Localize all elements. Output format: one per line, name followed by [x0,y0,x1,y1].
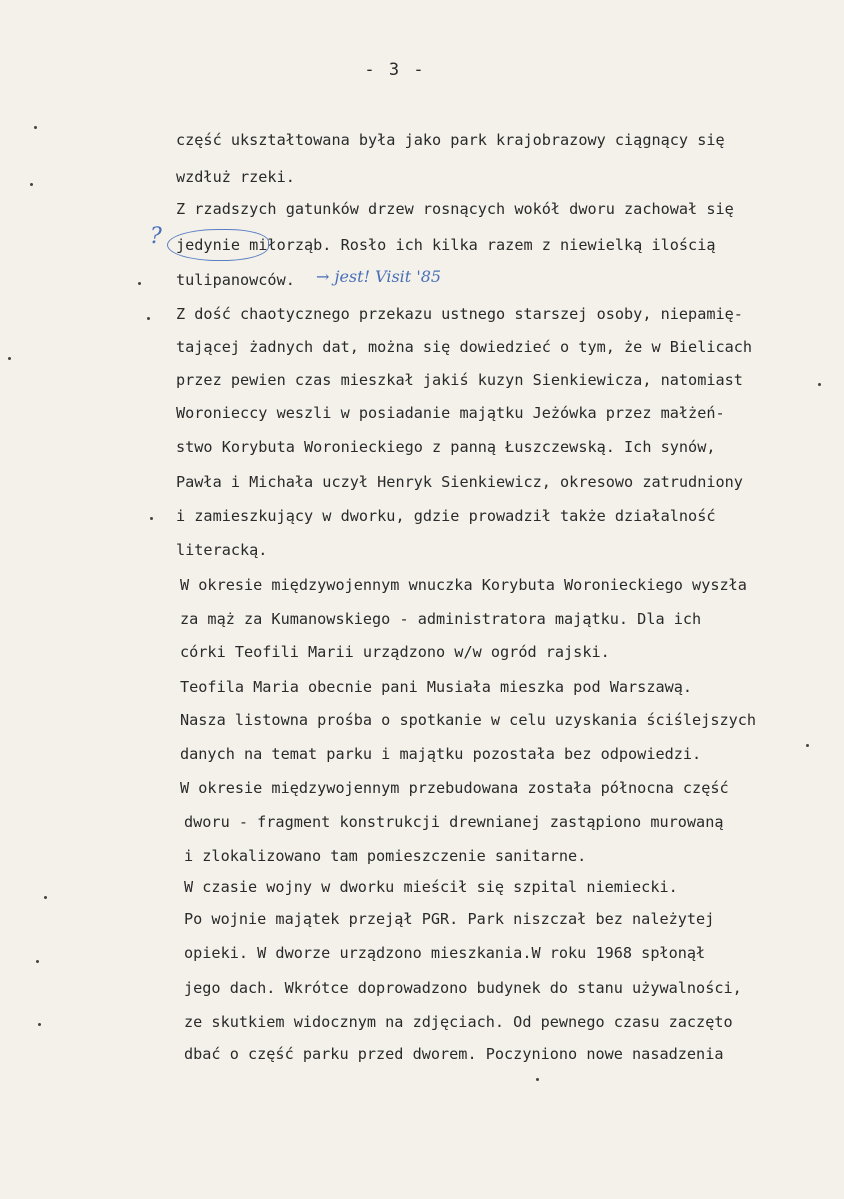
text-line: W czasie wojny w dworku mieścił się szpital niemiecki. [184,878,678,896]
text-line: dworu - fragment konstrukcji drewnianej zastąpiono murowaną [184,813,724,831]
margin-speck [8,357,11,360]
text-line: Pawła i Michała uczył Henryk Sienkiewicz, okresowo zatrudniony [176,473,743,491]
margin-speck [806,744,809,747]
text-line: ze skutkiem widocznym na zdjęciach. Od pewnego czasu zaczęto [184,1013,733,1031]
margin-speck [44,896,47,899]
margin-speck [36,960,39,963]
text-line: tającej żadnych dat, można się dowiedzieć o tym, że w Bielicach [176,338,753,356]
text-line: W okresie międzywojennym wnuczka Korybuta Woronieckiego wyszła [180,576,747,594]
text-line: i zamieszkujący w dworku, gdzie prowadził także działalność [176,507,716,525]
text-line: wzdłuż rzeki. [176,168,295,186]
text-line: Woronieccy weszli w posiadanie majątku Jeżówka przez małżeń- [176,404,725,422]
text-line: literacką. [176,541,268,559]
text-line: Po wojnie majątek przejął PGR. Park niszczał bez należytej [184,910,715,928]
text-line: dbać o część parku przed dworem. Poczyniono nowe nasadzenia [184,1045,724,1063]
text-line: część ukształtowana była jako park krajobrazowy ciągnący się [176,131,725,149]
margin-speck [818,383,821,386]
text-line: Z dość chaotycznego przekazu ustnego starszej osoby, niepamię- [176,305,743,323]
margin-speck [34,126,37,129]
text-line: danych na temat parku i majątku pozostała bez odpowiedzi. [180,745,702,763]
text-line: stwo Korybuta Woronieckiego z panną Łuszczewską. Ich synów, [176,438,716,456]
text-line: Z rzadszych gatunków drzew rosnących wokół dworu zachował się [176,200,734,218]
text-line: Teofila Maria obecnie pani Musiała mieszka pod Warszawą. [180,678,693,696]
handwritten-circle [167,229,269,261]
margin-speck [138,282,141,285]
text-line: jego dach. Wkrótce doprowadzono budynek do stanu używalności, [184,979,742,997]
text-line: tulipanowców. [176,271,295,289]
text-line: córki Teofili Marii urządzono w/w ogród rajski. [180,643,610,661]
text-line: opieki. W dworze urządzono mieszkania.W roku 1968 spłonął [184,944,706,962]
text-line: za mąż za Kumanowskiego - administratora majątku. Dla ich [180,610,702,628]
margin-speck [150,517,153,520]
text-line: Nasza listowna prośba o spotkanie w celu uzyskania ściślejszych [180,711,757,729]
margin-speck [38,1023,41,1026]
margin-speck [30,183,33,186]
handwritten-note: → jest! Visit '85 [316,267,442,286]
page-number: - 3 - [364,60,426,80]
text-line: W okresie międzywojennym przebudowana została północna część [180,779,729,797]
text-line: jedynie miłorząb. Rosło ich kilka razem z niewielką ilością [176,236,716,254]
margin-speck [147,317,150,320]
handwritten-question-mark: ? [150,224,162,249]
margin-speck [536,1078,539,1081]
text-line: i zlokalizowano tam pomieszczenie sanitarne. [184,847,587,865]
text-line: przez pewien czas mieszkał jakiś kuzyn Sienkiewicza, natomiast [176,371,743,389]
